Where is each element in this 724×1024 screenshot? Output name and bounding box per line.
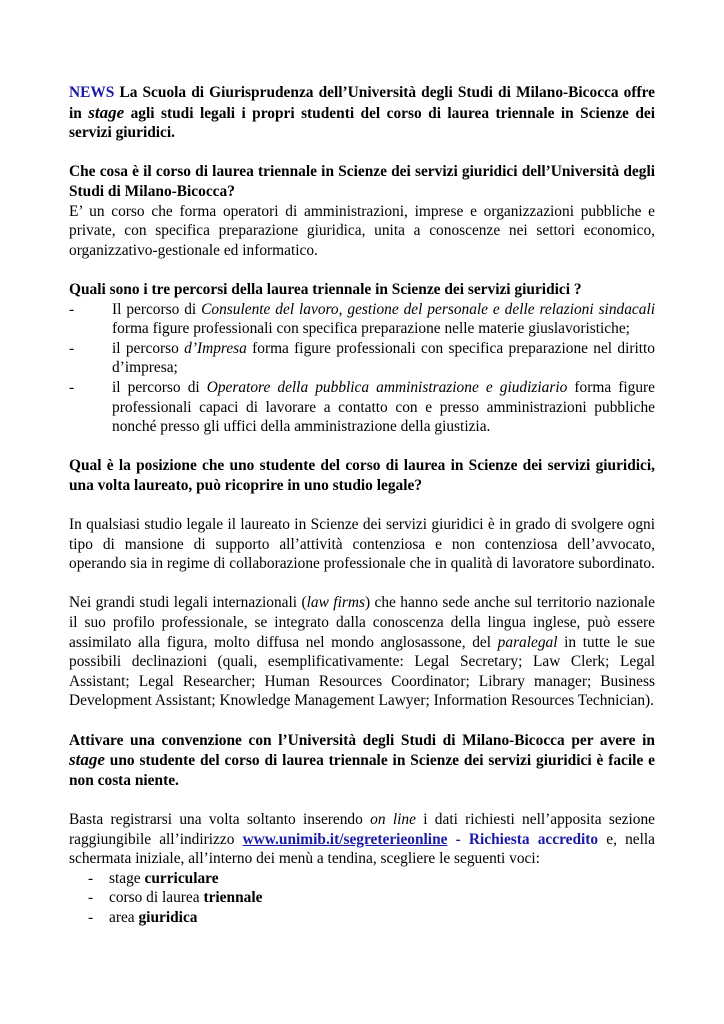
question-2: Quali sono i tre percorsi della laurea triennale in Scienze dei servizi giuridici ? (69, 280, 582, 298)
news-paragraph (69, 83, 655, 143)
item-text: il percorso di (112, 378, 207, 396)
list-item (69, 339, 655, 378)
para-text: e, nella schermata iniziale, all’interno dei menù a tendina, scegliere le seguenti voci: (69, 830, 656, 868)
answer-3-paragraph-2 (69, 593, 655, 711)
list-item (88, 908, 655, 928)
voce-bold: curriculare (144, 869, 219, 887)
news-tag: NEWS (69, 84, 115, 101)
answer-4 (69, 810, 655, 869)
voce-bold: giuridica (138, 908, 198, 926)
list-dash: - (69, 378, 75, 396)
item-emphasis: Consulente del lavoro, gestione del personale e delle relazioni sindacali (201, 300, 655, 318)
para-text: i dati richiesti nell’apposita sezione raggiungibile all’indirizzo (69, 810, 655, 848)
list-dash: - (88, 889, 94, 907)
list-dash: - (69, 339, 75, 357)
item-emphasis: Operatore della pubblica amministrazione e giudiziario (206, 378, 568, 396)
list-item (69, 378, 655, 437)
voce-text: stage (109, 869, 145, 887)
para-emphasis: law firms (306, 594, 365, 612)
question-4 (69, 731, 655, 791)
para-text: Basta registrarsi una volta soltanto inserendo (69, 810, 371, 828)
list-dash: - (88, 908, 94, 926)
heading-text: uno studente del corso di laurea triennale in Scienze dei servizi giuridici è facile e non costa niente. (69, 752, 655, 789)
answer-1: E’ un corso che forma operatori di amministrazioni, imprese e organizzazioni pubbliche e private, con specifica preparazione giuridica, unita a conoscenze nei settori economico, organizzativo-gestionale ed informatico. (69, 202, 655, 259)
para-emphasis: on line (370, 810, 416, 828)
voce-bold: triennale (203, 889, 263, 907)
para-text: ) che hanno sede anche sul territorio nazionale il suo profilo professionale, se integrato dalla conoscenza della lingua inglese, può essere assimilato alla figura, molto diffusa nel mondo anglosassone, del (69, 594, 655, 651)
para-text: Nei grandi studi legali internazionali ( (69, 594, 307, 612)
para-text: in tutte le sue possibili declinazioni (quali, esemplificativamente: Legal Secretary; Law Clerk; Legal Assistant; Legal Researcher; Human Resources Coordinator; Library manager; Business Development Assistant; Knowledge Management Lawyer; Information Resources Technician). (69, 633, 655, 710)
list-dash: - (69, 300, 75, 318)
item-text: forma figure professionali con specifica preparazione nel diritto d’impresa; (112, 339, 655, 377)
item-text: il percorso (112, 339, 185, 357)
news-text-1: La Scuola di Giurisprudenza dell’Università degli Studi di Milano-Bicocca offre in (69, 84, 655, 122)
richiesta-accredito-label: - Richiesta accredito (447, 830, 599, 848)
answer-3-paragraph-1: In qualsiasi studio legale il laureato in Scienze dei servizi giuridici è in grado di svolgere ogni tipo di mansione di supporto all’attività contenziosa e non contenziosa dell’avvocato, operando sia in regime di collaborazione professionale che in qualità di lavoratore subordinato. (69, 516, 655, 573)
list-item (88, 888, 655, 908)
voci-list (69, 869, 655, 928)
news-text-2: agli studi legali i propri studenti del corso di laurea triennale in Scienze dei servizi giuridici. (69, 104, 655, 142)
voce-text: area (109, 908, 139, 926)
news-stage: stage (88, 102, 125, 122)
para-emphasis: paralegal (497, 633, 558, 651)
voce-text: corso di laurea (109, 889, 204, 907)
item-text: forma figure professionali con specifica preparazione nelle materie giuslavoristiche; (112, 320, 630, 338)
question-1: Che cosa è il corso di laurea triennale in Scienze dei servizi giuridici dell’Università degli Studi di Milano-Bicocca? (69, 163, 655, 200)
item-text: forma figure professionali capaci di lavorare a contatto con e presso amministrazioni pubbliche nonché presso gli uffici della amministrazione della giustizia. (112, 378, 655, 436)
question-3: Qual è la posizione che uno studente del corso di laurea in Scienze dei servizi giuridici, una volta laureato, può ricoprire in uno studio legale? (69, 457, 655, 494)
heading-stage: stage (69, 750, 105, 770)
segreterie-online-link[interactable]: www.unimib.it/segreterieonline (242, 830, 448, 848)
item-text: Il percorso di (112, 300, 202, 318)
item-emphasis: d’Impresa (184, 339, 247, 357)
heading-text: Attivare una convenzione con l’Università degli Studi di Milano-Bicocca per avere in (69, 731, 655, 749)
list-dash: - (88, 869, 94, 887)
list-item (88, 869, 655, 889)
list-item (69, 300, 655, 339)
